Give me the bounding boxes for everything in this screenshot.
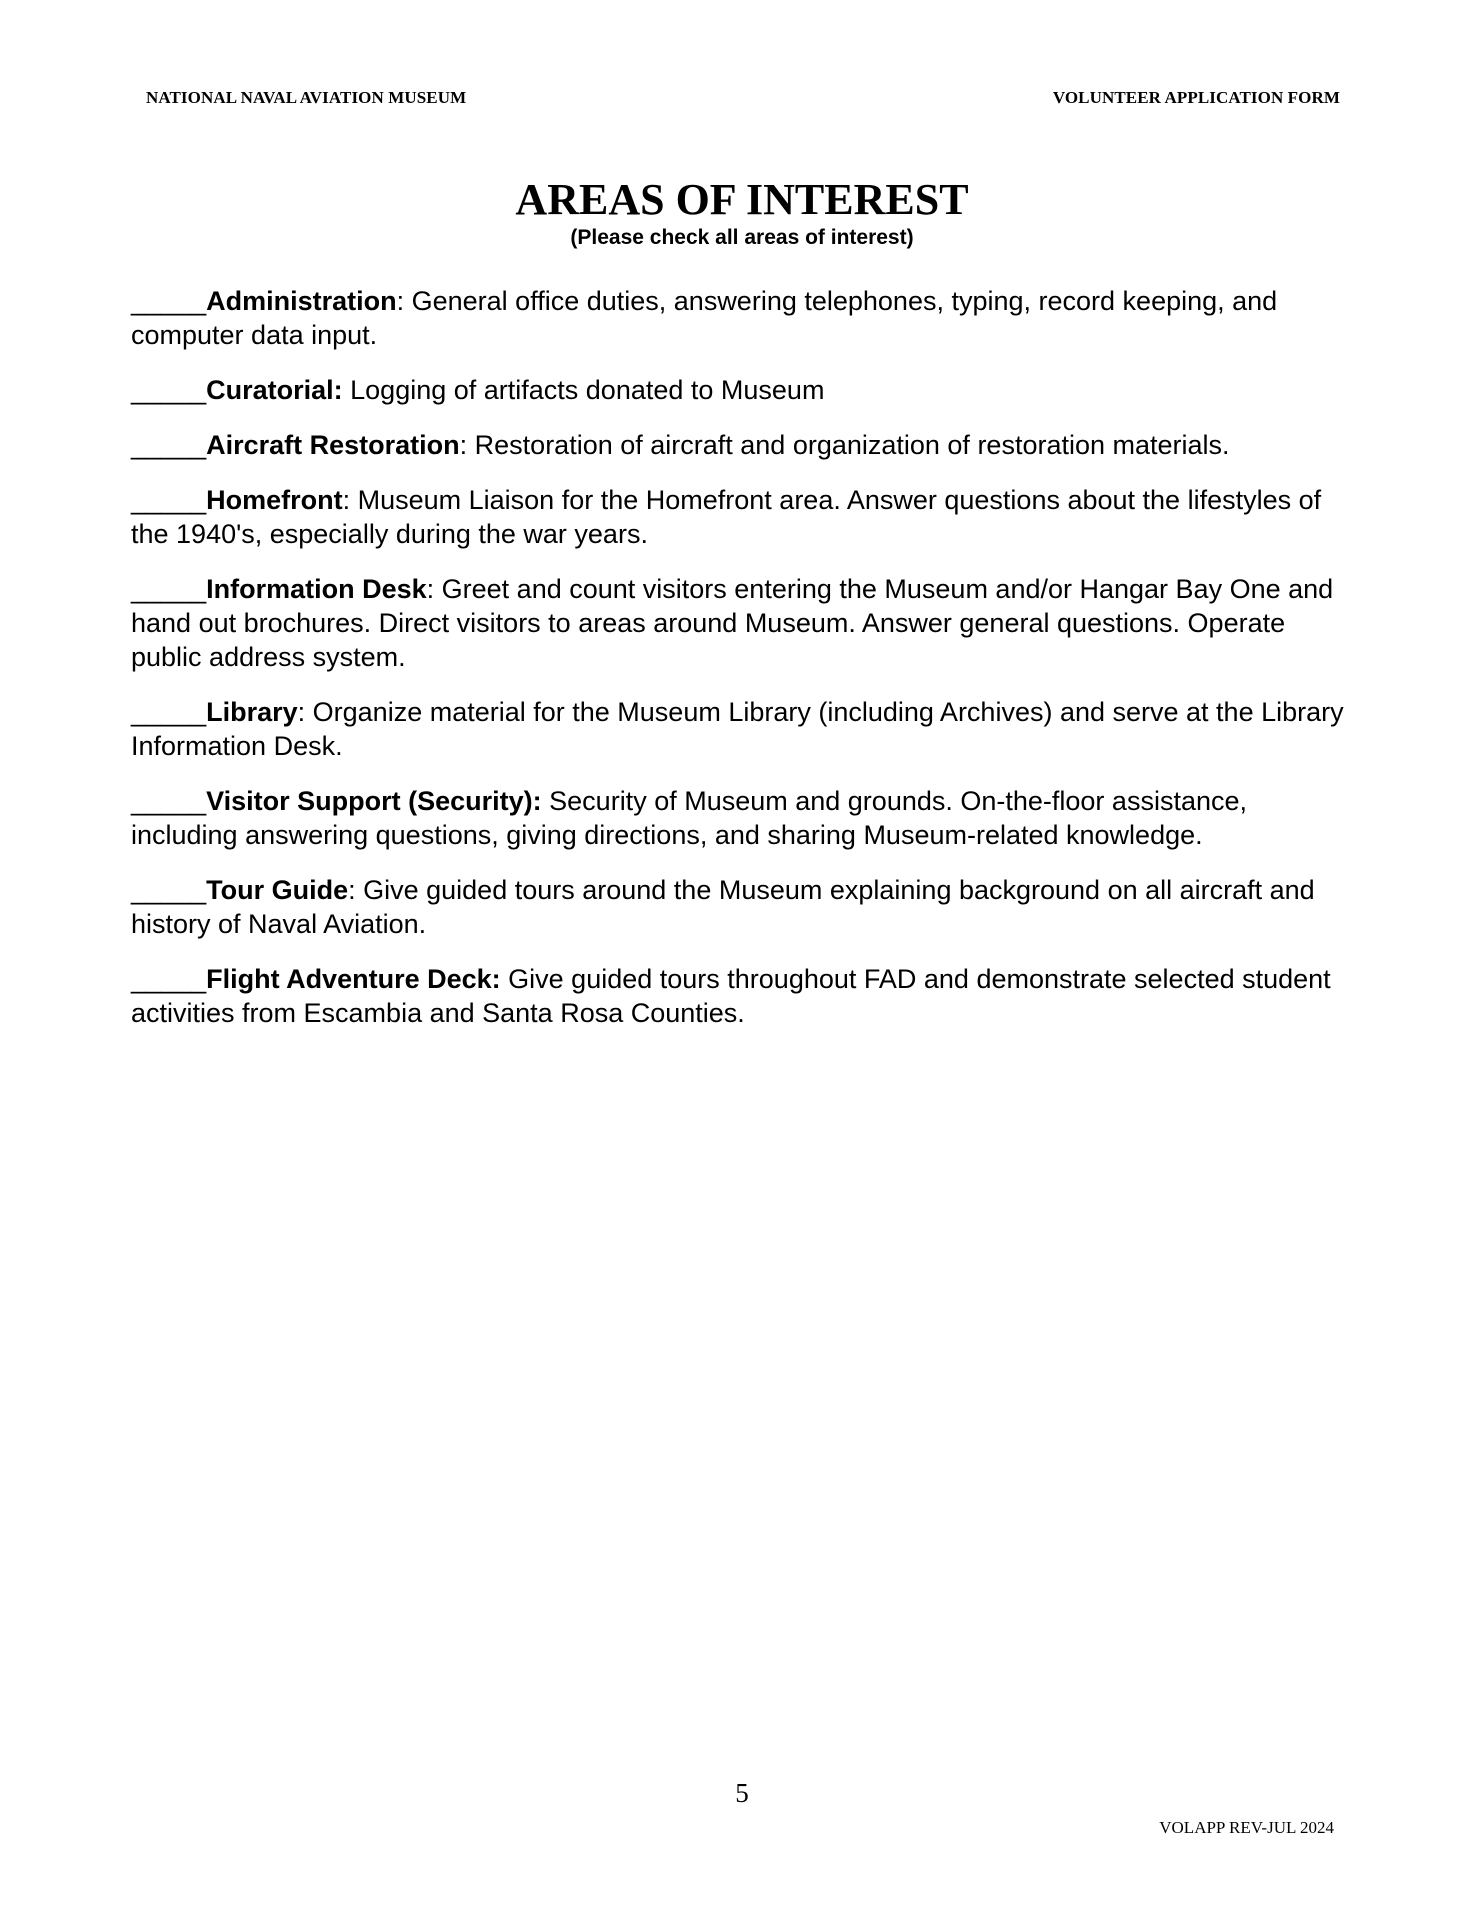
area-name: Administration (206, 286, 397, 316)
area-name: Curatorial: (206, 375, 343, 405)
area-separator: : (396, 286, 412, 316)
area-name: Visitor Support (Security): (206, 786, 542, 816)
area-separator: : (348, 875, 364, 905)
area-library (131, 695, 1361, 763)
area-name: Flight Adventure Deck: (206, 964, 501, 994)
areas-of-interest-list (131, 284, 1361, 1051)
area-separator: : (459, 430, 475, 460)
area-name: Tour Guide (206, 875, 349, 905)
area-administration (131, 284, 1361, 352)
checkbox-blank[interactable]: _____ (131, 485, 207, 515)
area-tour-guide (131, 873, 1361, 941)
area-separator: : (426, 574, 442, 604)
area-description: Organize material for the Museum Library (including Archives) and serve at the Library Information Desk. (131, 697, 1344, 761)
header-organization: NATIONAL NAVAL AVIATION MUSEUM (146, 88, 467, 107)
area-description: Logging of artifacts donated to Museum (350, 375, 825, 405)
page-number: 5 (735, 1778, 749, 1808)
checkbox-blank[interactable]: _____ (131, 375, 207, 405)
checkbox-blank[interactable]: _____ (131, 286, 207, 316)
area-curatorial (131, 373, 1361, 407)
checkbox-blank[interactable]: _____ (131, 574, 207, 604)
checkbox-blank[interactable]: _____ (131, 430, 207, 460)
area-separator: : (297, 697, 313, 727)
checkbox-blank[interactable]: _____ (131, 964, 207, 994)
area-name: Aircraft Restoration (206, 430, 460, 460)
area-description: Restoration of aircraft and organization of restoration materials. (474, 430, 1230, 460)
area-name: Homefront (206, 485, 343, 515)
area-name: Information Desk (206, 574, 427, 604)
area-separator (343, 375, 351, 405)
area-description: General office duties, answering telephones, typing, record keeping, and computer data input. (131, 286, 1278, 350)
checkbox-blank[interactable]: _____ (131, 786, 207, 816)
area-description: Greet and count visitors entering the Museum and/or Hangar Bay One and hand out brochures. Direct visitors to areas around Museum. Answer general questions. Operate public address system. (131, 574, 1334, 672)
area-description: Give guided tours throughout FAD and demonstrate selected student activities from Escambia and Santa Rosa Counties. (131, 964, 1331, 1028)
area-visitor-support (131, 784, 1361, 852)
area-description: Give guided tours around the Museum explaining background on all aircraft and history of Naval Aviation. (131, 875, 1315, 939)
area-homefront (131, 483, 1361, 551)
area-information-desk (131, 572, 1361, 674)
page-subtitle: (Please check all areas of interest) (570, 226, 914, 249)
area-description: Museum Liaison for the Homefront area. Answer questions about the lifestyles of the 1940's, especially during the war years. (131, 485, 1322, 549)
checkbox-blank[interactable]: _____ (131, 875, 207, 905)
area-flight-adventure-deck (131, 962, 1361, 1030)
checkbox-blank[interactable]: _____ (131, 697, 207, 727)
page-title: AREAS OF INTEREST (515, 175, 969, 224)
revision-code: VOLAPP REV-JUL 2024 (1159, 1818, 1334, 1837)
area-name: Library (206, 697, 298, 727)
area-separator: : (342, 485, 358, 515)
area-description: Security of Museum and grounds. On-the-floor assistance, including answering questions, giving directions, and sharing Museum-related knowledge. (131, 786, 1247, 850)
area-aircraft-restoration (131, 428, 1361, 462)
header-form-title: VOLUNTEER APPLICATION FORM (1052, 88, 1340, 107)
